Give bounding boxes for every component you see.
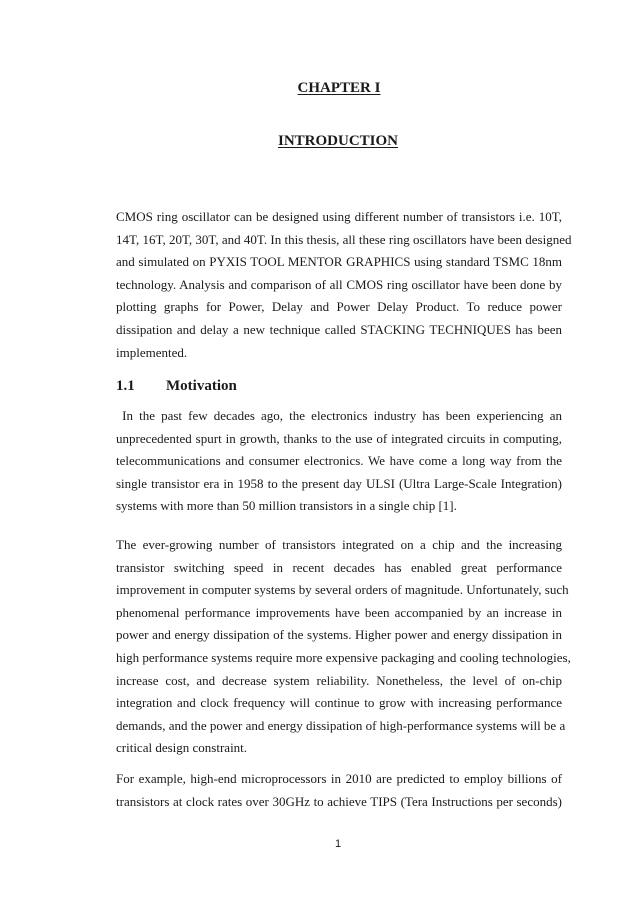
text-line: phenomenal performance improvements have been accompanied by an increase in: [116, 604, 562, 620]
text-line: high performance systems require more expensive packaging and cooling technologies,: [116, 649, 571, 665]
motivation-paragraph-3: [116, 768, 562, 813]
section-number: 1.1: [116, 378, 135, 394]
text-line: improvement in computer systems by several orders of magnitude. Unfortunately, such: [116, 582, 569, 598]
motivation-paragraph-2: [116, 534, 571, 760]
text-line: unprecedented spurt in growth, thanks to the use of integrated circuits in computing,: [116, 430, 562, 446]
text-line: systems with more than 50 million transistors in a single chip [1].: [116, 498, 457, 514]
text-line: increase cost, and decrease system reliability. Nonetheless, the level of on-chip: [116, 672, 562, 688]
text-line: The ever-growing number of transistors integrated on a chip and the increasing: [116, 537, 562, 552]
text-line: single transistor era in 1958 to the present day ULSI (Ultra Large-Scale Integration): [116, 475, 562, 491]
text-line: demands, and the power and energy dissipation of high-performance systems will be a: [116, 717, 566, 733]
text-line: For example, high-end microprocessors in 2010 are predicted to employ billions of: [116, 771, 562, 786]
text-line: plotting graphs for Power, Delay and Power Delay Product. To reduce power: [116, 299, 562, 315]
section-title: Motivation: [166, 378, 237, 394]
text-line: and simulated on PYXIS TOOL MENTOR GRAPHICS using standard TSMC 18nm: [116, 254, 562, 270]
text-line: CMOS ring oscillator can be designed using different number of transistors i.e. 10T,: [116, 209, 562, 224]
text-line: power and energy dissipation of the systems. Higher power and energy dissipation in: [116, 627, 562, 643]
text-line: critical design constraint.: [116, 740, 248, 756]
text-line: transistors at clock rates over 30GHz to achieve TIPS (Tera Instructions per seconds): [116, 793, 562, 809]
section-heading: [116, 378, 237, 395]
chapter-title: CHAPTER I: [297, 80, 381, 96]
text-line: dissipation and delay a new technique called STACKING TECHNIQUES has been: [116, 321, 562, 337]
chapter-subtitle: INTRODUCTION: [277, 133, 398, 149]
intro-paragraph: [116, 206, 572, 364]
page-number: 1: [334, 838, 342, 850]
text-line: integration and clock frequency will continue to grow with increasing performance: [116, 695, 562, 711]
text-line: In the past few decades ago, the electronics industry has been experiencing an: [116, 408, 562, 423]
motivation-paragraph-1: [116, 405, 562, 518]
text-line: telecommunications and consumer electronics. We have come a long way from the: [116, 453, 562, 469]
text-line: 14T, 16T, 20T, 30T, and 40T. In this thesis, all these ring oscillators have been designed: [116, 231, 572, 247]
text-line: implemented.: [116, 344, 188, 360]
text-line: transistor switching speed in recent decades has enabled great performance: [116, 559, 562, 575]
text-line: technology. Analysis and comparison of all CMOS ring oscillator have been done by: [116, 276, 562, 292]
